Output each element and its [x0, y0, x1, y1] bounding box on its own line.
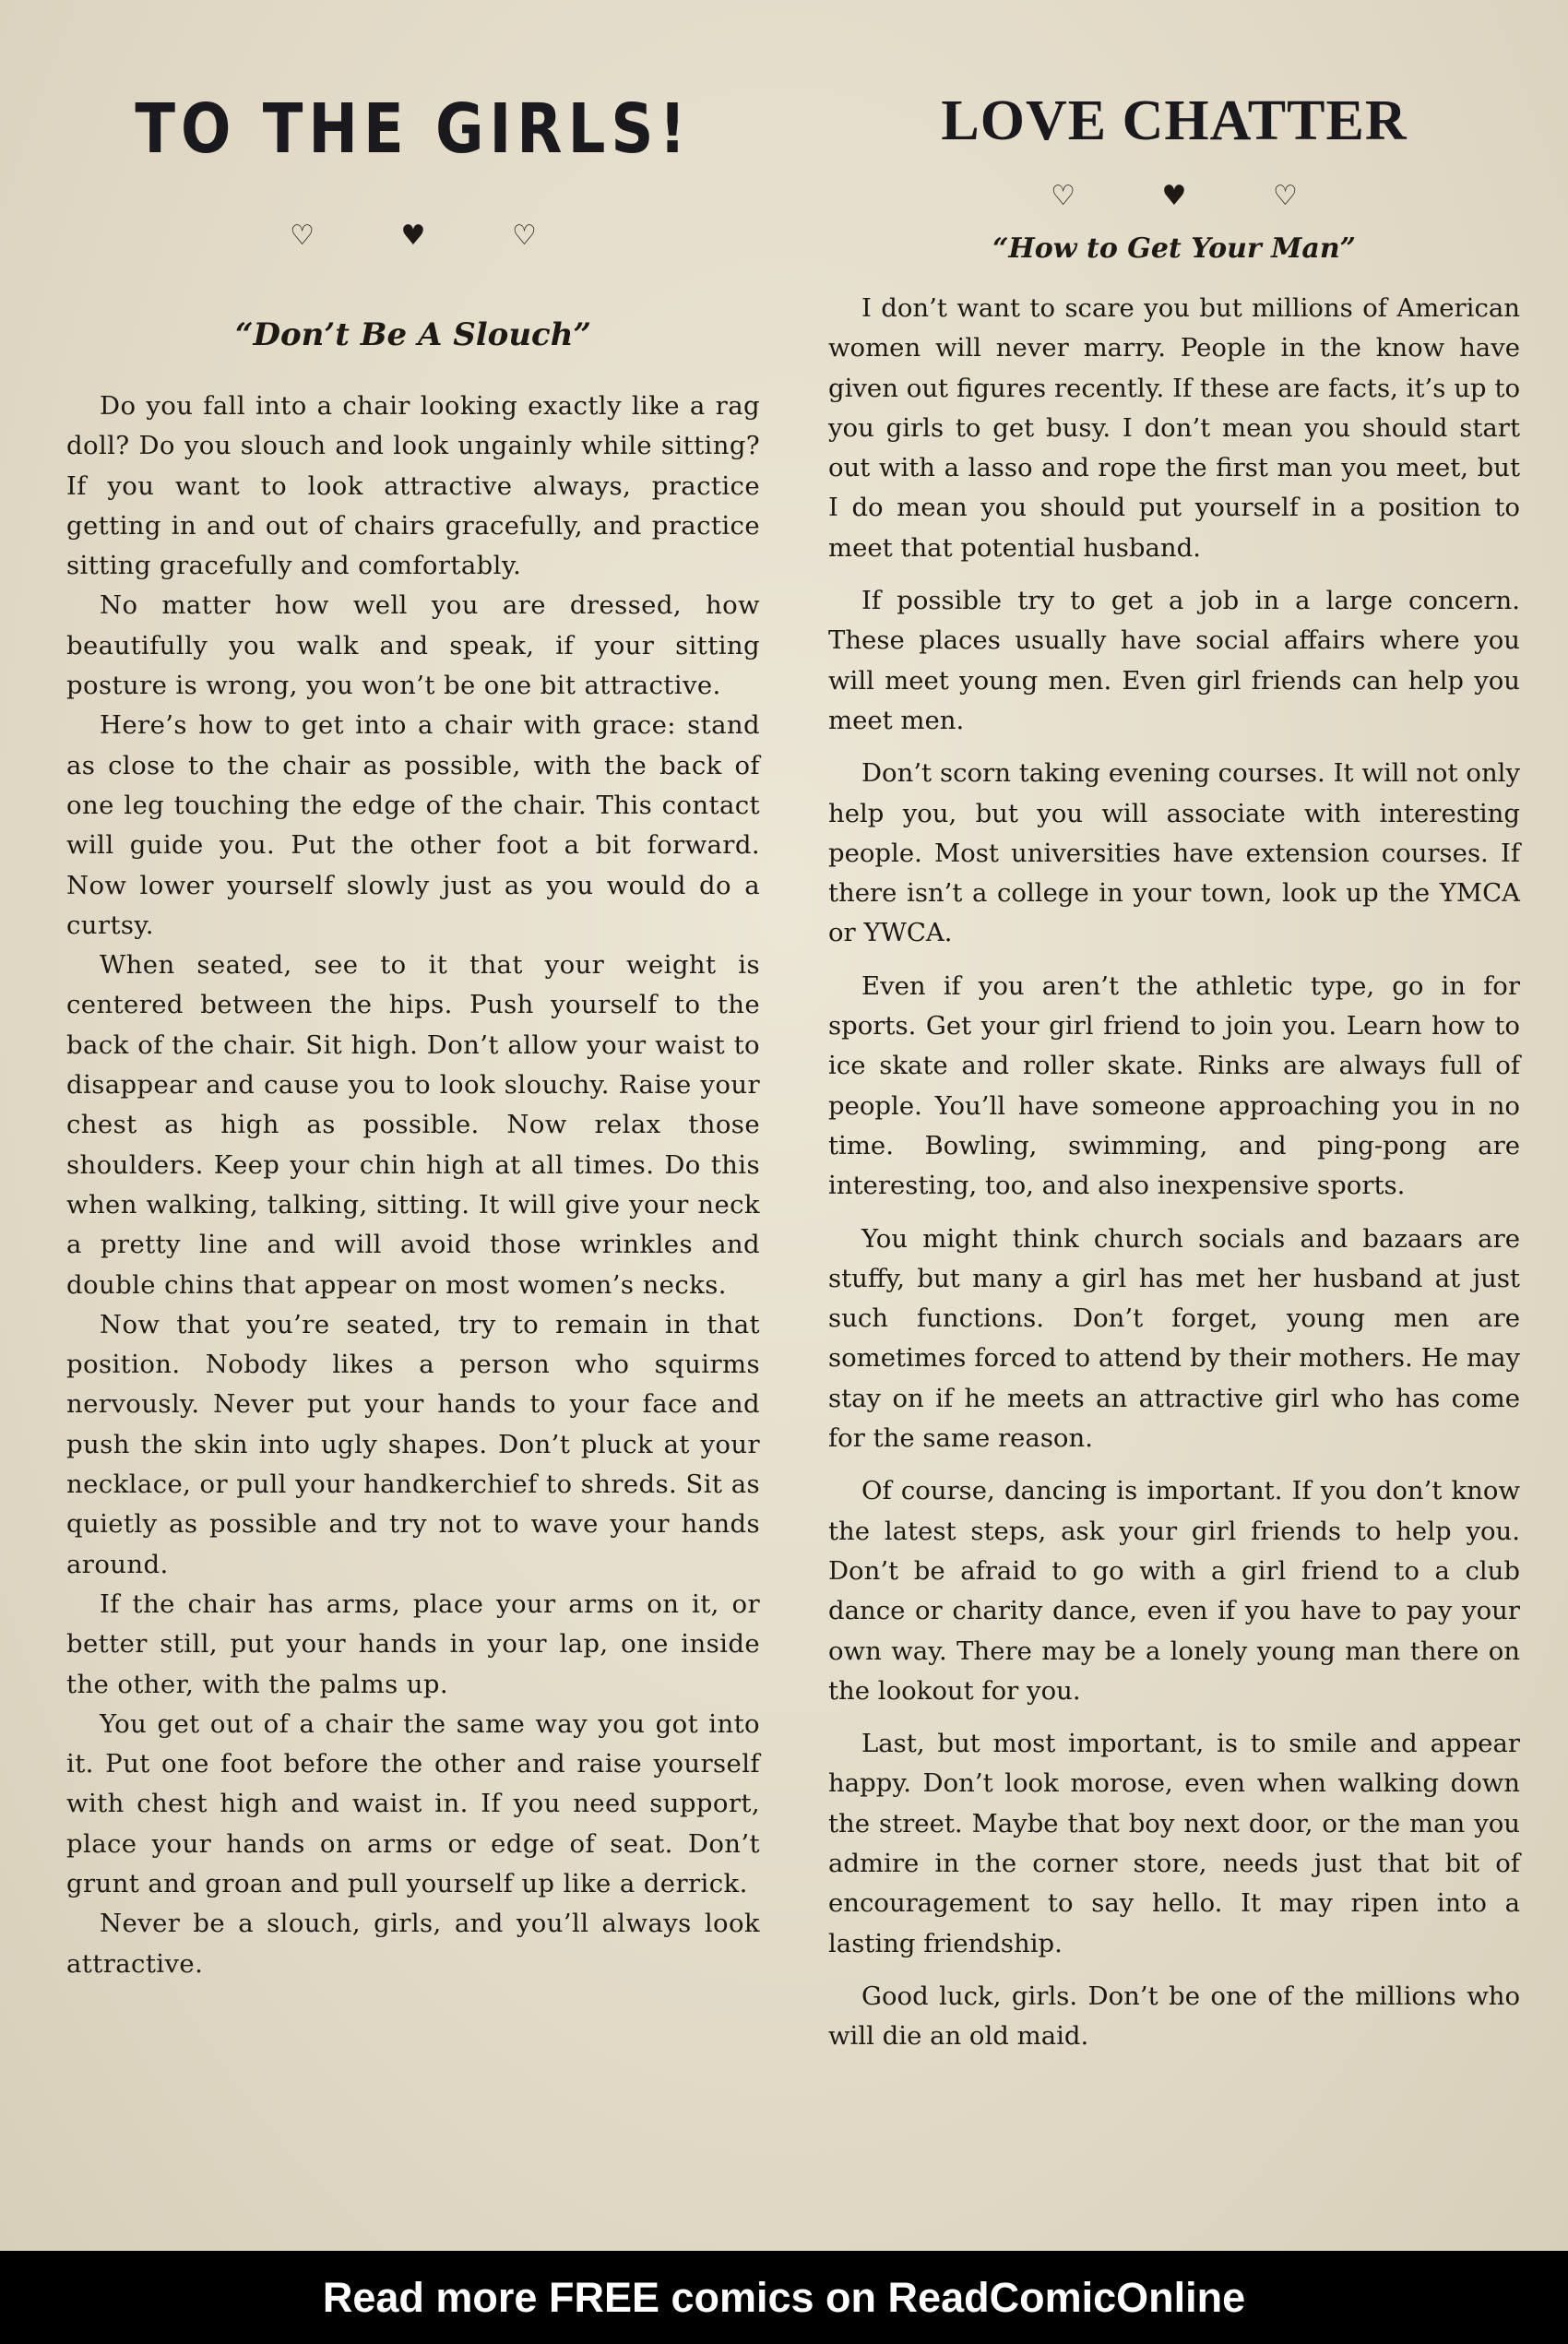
paragraph: Never be a slouch, girls, and you’ll always look attractive.: [66, 1909, 760, 1979]
right-column: [828, 0, 1520, 2251]
right-subtitle: “How to Get Your Man”: [992, 232, 1356, 265]
paragraph: I don’t want to scare you but millions of American women will never marry. People in the know have given out figures recently. If these are facts, it’s up to you girls to get busy. I don’t mean you should start out with a lasso and rope the first man you meet, but I do mean you should put yourself in a position to meet that potential husband.: [828, 293, 1520, 563]
paragraph: You get out of a chair the same way you got into it. Put one foot before the other and raise yourself with chest high and waist in. If you need support, place your hands on arms or edge of seat. Don’t grunt and groan and pull yourself up like a derrick.: [66, 1708, 760, 1898]
paragraph: If the chair has arms, place your arms on it, or better still, put your hands in your lap, one inside the other, with the palms up.: [66, 1588, 760, 1699]
heart-outline-icon: ♡: [1273, 180, 1298, 212]
heart-outline-icon: ♡: [290, 220, 315, 252]
right-heading: LOVE CHATTER: [941, 89, 1408, 152]
paragraph: Don’t scorn taking evening courses. It will not only help you, but you will associate with interesting people. Most universities have extension courses. If there isn’t a college in your town, look up the YMCA or YWCA.: [828, 758, 1520, 948]
paragraph: Last, but most important, is to smile and appear happy. Don’t look morose, even when walking down the street. Maybe that boy next door, or the man you admire in the corner store, needs just that bit of encouragement to say hello. It may ripen into a lasting friendship.: [828, 1729, 1520, 1958]
paragraph: No matter how well you are dressed, how beautifully you walk and speak, if your sitting posture is wrong, you won’t be one bit attractive.: [66, 590, 760, 701]
heart-outline-icon: ♡: [1051, 180, 1075, 212]
heart-filled-icon: ♥: [400, 220, 426, 252]
paragraph: Good luck, girls. Don’t be one of the millions who will die an old maid.: [828, 1981, 1520, 2052]
paragraph: Even if you aren’t the athletic type, go in for sports. Get your girl friend to join you. Learn how to ice skate and roller skate. Rinks are always full of people. You’ll have someone approaching you in no time. Bowling, swimming, and ping-pong are interesting, too, and also inexpensive sports.: [828, 970, 1520, 1201]
paragraph: When seated, see to it that your weight is centered between the hips. Push yourself to the back of the chair. Sit high. Don’t allow your waist to disappear and cause you to look slouchy. Raise your chest as high as possible. Now relax those shoulders. Keep your chin high at all times. Do this when walking, talking, sitting. It will give your neck a pretty line and will avoid those wrinkles and double chins that appear on most women’s necks.: [66, 950, 760, 1300]
right-hearts-ornament: [828, 180, 1520, 212]
paragraph: You might think church socials and bazaars are stuffy, but many a girl has met her husband at just such functions. Don’t forget, young men are sometimes forced to attend by their mothers. He may stay on if he meets an attractive girl who has come for the same reason.: [828, 1223, 1520, 1454]
paragraph: Do you fall into a chair looking exactly like a rag doll? Do you slouch and look ungainly while sitting? If you want to look attractive always, practice getting in and out of chairs gracefully, and practice sitting gracefully and comfortably.: [66, 391, 760, 581]
paragraph: Of course, dancing is important. If you don’t know the latest steps, ask your girl friends to help you. Don’t be afraid to go with a girl friend to a club dance or charity dance, even if you have to pay your own way. There may be a lonely young man there on the lookout for you.: [828, 1476, 1520, 1706]
left-heading: TO THE GIRLS!: [135, 90, 692, 170]
right-article-body: [828, 289, 1520, 2056]
left-hearts-ornament: [66, 220, 760, 252]
heart-filled-icon: ♥: [1161, 180, 1187, 212]
paragraph: If possible try to get a job in a large concern. These places usually have social affairs where you will meet young men. Even girl friends can help you meet men.: [828, 586, 1520, 735]
left-article-body: [66, 387, 760, 1984]
paragraph: Now that you’re seated, try to remain in that position. Nobody likes a person who squirms nervously. Never put your hands to your face and push the skin into ugly shapes. Don’t pluck at your necklace, or pull your handkerchief to shreds. Sit as quietly as possible and try not to wave your hands around.: [66, 1309, 760, 1579]
left-column: [66, 0, 760, 2251]
promo-banner: Read more FREE comics on ReadComicOnline: [0, 2251, 1568, 2344]
left-subtitle: “Don’t Be A Slouch”: [234, 316, 592, 353]
heart-outline-icon: ♡: [512, 220, 537, 252]
paragraph: Here’s how to get into a chair with grace: stand as close to the chair as possible, with the back of one leg touching the edge of the chair. This contact will guide you. Put the other foot a bit forward. Now lower yourself slowly just as you would do a curtsy.: [66, 710, 760, 940]
